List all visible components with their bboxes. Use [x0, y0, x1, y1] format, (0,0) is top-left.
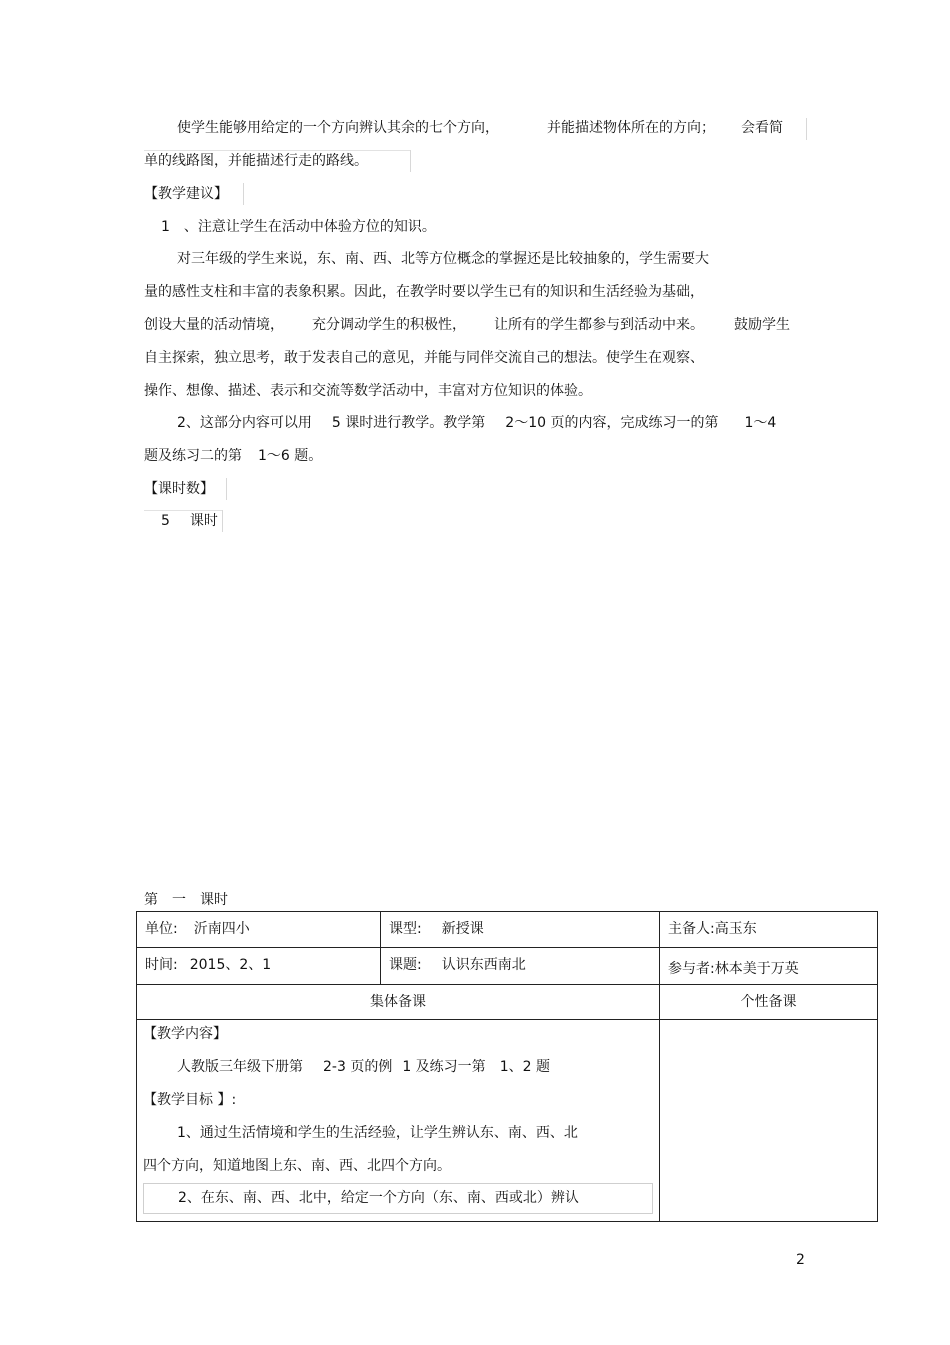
- text-segment: 1～4: [744, 415, 777, 431]
- text-segment: 2～10 页的内容，完成练习一的第: [505, 415, 719, 431]
- table-row: [137, 948, 878, 985]
- cell-content: [660, 912, 877, 944]
- heading-class-hours: 【课时数】: [144, 481, 214, 497]
- heading-teaching-content: 【教学内容】: [143, 1026, 227, 1042]
- heading-teaching-suggestion: 【教学建议】: [144, 186, 228, 202]
- text-box-edge: [144, 150, 410, 151]
- text-segment: 1、2 题: [499, 1059, 550, 1075]
- goal-line: 2、在东、南、西、北中，给定一个方向（东、南、西或北）辨认: [178, 1190, 579, 1206]
- text-segment: 1～6 题。: [258, 448, 323, 464]
- cell-lead-preparer: [660, 912, 878, 948]
- value: 高玉东: [714, 921, 757, 937]
- text-segment: 创设大量的活动情境，: [144, 317, 284, 333]
- teaching-content-line: [137, 1058, 659, 1091]
- label: 课题:: [389, 957, 422, 973]
- column-heading: 个性备课: [740, 994, 797, 1010]
- label: 时间:: [145, 957, 178, 973]
- paragraph-objective-line2: 单的线路图，并能描述行走的路线。: [144, 153, 368, 169]
- value: 沂南四小: [193, 921, 250, 937]
- suggestion-item-2-continued: [144, 447, 322, 465]
- text-box-edge: [243, 183, 244, 205]
- cell-time: [137, 948, 381, 985]
- heading-teaching-goals: 【教学目标 】:: [143, 1092, 237, 1108]
- text-segment: 充分调动学生的积极性，: [312, 317, 466, 333]
- paragraph-line: 操作、想像、描述、表示和交流等数学活动中，丰富对方位知识的体验。: [144, 383, 592, 399]
- cell-content: [381, 948, 659, 980]
- value: 认识东西南北: [441, 957, 526, 973]
- column-heading: 集体备课: [370, 994, 426, 1010]
- paragraph-objective-line1: [177, 119, 783, 137]
- label: 课型:: [389, 921, 422, 937]
- item-number: 1: [161, 219, 170, 235]
- cell-content: [381, 912, 659, 944]
- text-segment: 让所有的学生都参与到活动中来。: [494, 317, 704, 333]
- text-segment: 人教版三年级下册第: [177, 1059, 303, 1075]
- page-number: 2: [796, 1252, 805, 1268]
- text-segment: 鼓励学生: [734, 317, 790, 333]
- table-row: [137, 985, 878, 1020]
- label: 主备人:: [668, 921, 715, 937]
- paragraph-line: 对三年级的学生来说，东、南、西、北等方位概念的掌握还是比较抽象的，学生需要大: [177, 251, 709, 267]
- text-segment: 并能描述物体所在的方向；: [547, 120, 715, 136]
- cell-collective-content: [137, 1020, 660, 1222]
- text-box-edge: [410, 150, 411, 172]
- cell-personal-prep: [660, 985, 878, 1020]
- cell-content: [137, 912, 380, 944]
- goal-2-box: [143, 1183, 653, 1214]
- text-segment: 会看简: [741, 120, 783, 136]
- cell-unit: [137, 912, 381, 948]
- goal-line: 四个方向，知道地图上东、南、西、北四个方向。: [143, 1158, 451, 1174]
- collective-content: [137, 1020, 659, 1214]
- text-box-edge: [222, 510, 223, 532]
- text-segment: 5 课时进行教学。教学第: [331, 415, 486, 431]
- text-segment: 1 及练习一第: [402, 1059, 486, 1075]
- table-row: [137, 1020, 878, 1222]
- cell-topic: [381, 948, 660, 985]
- value: 2015、2、1: [189, 957, 272, 973]
- suggestion-item-1: [161, 218, 436, 236]
- text-box-edge: [806, 118, 807, 140]
- hours-number: 5: [161, 513, 170, 529]
- value: 林本美于万英: [714, 961, 799, 977]
- paragraph-line: 量的感性支柱和丰富的表象积累。因此，在教学时要以学生已有的知识和生活经验为基础，: [144, 284, 704, 300]
- hours-unit: 课时: [189, 513, 218, 529]
- text-segment: 题及练习二的第: [144, 448, 242, 464]
- text-segment: 2-3 页的例: [323, 1059, 393, 1075]
- value: 新授课: [441, 921, 484, 937]
- paragraph-line: 自主探索，独立思考，敢于发表自己的意见，并能与同伴交流自己的想法。使学生在观察、: [144, 350, 704, 366]
- text-box-edge: [226, 478, 227, 500]
- text-segment: 使学生能够用给定的一个方向辨认其余的七个方向，: [177, 120, 499, 136]
- table-row: [137, 912, 878, 948]
- class-hours-value: [161, 512, 218, 530]
- cell-lesson-type: [381, 912, 660, 948]
- cell-personal-content: [660, 1020, 878, 1222]
- cell-content: [137, 948, 380, 980]
- suggestion-item-2: [177, 414, 776, 432]
- goal-line: 1、通过生活情境和学生的生活经验，让学生辨认东、南、西、北: [177, 1125, 578, 1141]
- lesson-plan-table: [136, 911, 878, 1222]
- paragraph-line: [144, 316, 790, 334]
- text-box-edge: [144, 510, 222, 511]
- label: 参与者:: [668, 961, 715, 977]
- cell-content: [660, 948, 877, 984]
- item-text: 、注意让学生在活动中体验方位的知识。: [183, 219, 436, 235]
- cell-collective-prep: [137, 985, 660, 1020]
- cell-participants: [660, 948, 878, 985]
- lesson-title: 第 一 课时: [144, 892, 228, 908]
- label: 单位:: [145, 921, 178, 937]
- text-segment: 2、这部分内容可以用: [177, 415, 312, 431]
